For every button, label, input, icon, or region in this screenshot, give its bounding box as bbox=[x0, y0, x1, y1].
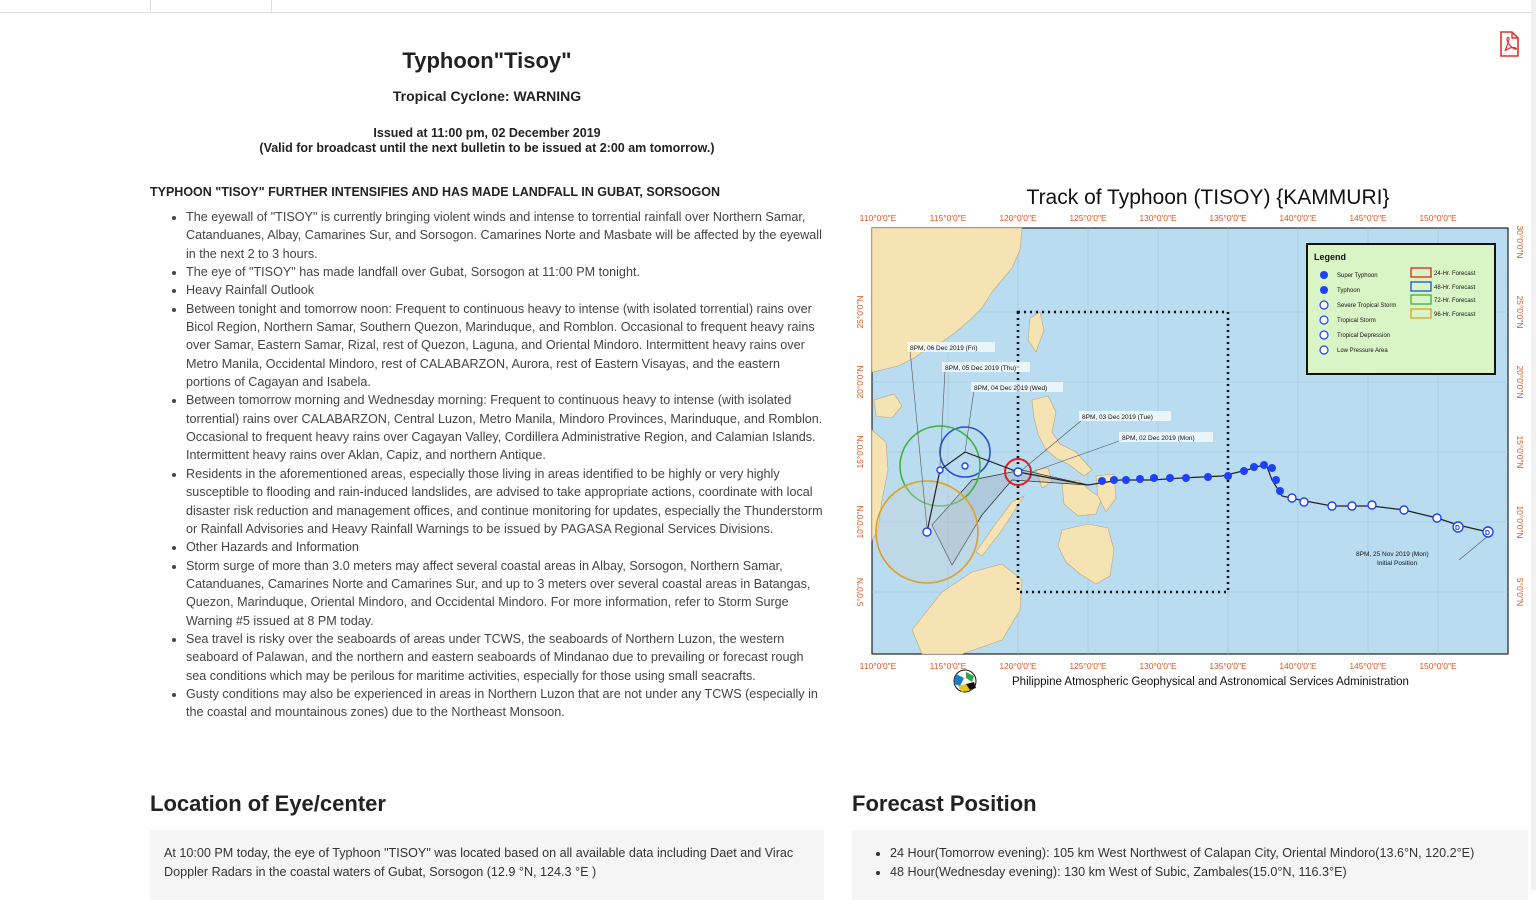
svg-text:8PM, 04 Dec 2019 (Wed): 8PM, 04 Dec 2019 (Wed) bbox=[974, 385, 1048, 392]
svg-text:150°0'0"E: 150°0'0"E bbox=[1419, 213, 1457, 223]
svg-text:D: D bbox=[1455, 525, 1461, 532]
svg-text:D: D bbox=[1485, 530, 1491, 537]
svg-text:Typhoon: Typhoon bbox=[1337, 288, 1361, 294]
svg-text:8PM, 03 Dec 2019 (Tue): 8PM, 03 Dec 2019 (Tue) bbox=[1082, 414, 1153, 421]
svg-text:96-Hr. Forecast: 96-Hr. Forecast bbox=[1434, 312, 1476, 318]
svg-text:140°0'0"E: 140°0'0"E bbox=[1279, 213, 1317, 223]
list-item: • Other Hazards and Information bbox=[186, 538, 824, 556]
list-item: • Heavy Rainfall Outlook bbox=[186, 281, 824, 299]
agency-name: Philippine Atmospheric Geophysical and Astronomical Services Administration bbox=[1012, 676, 1409, 688]
list-item: • Between tomorrow morning and Wednesday morning: Frequent to continuous heavy to intense (with isolated torrential) rains over CALABARZON, Central Luzon, Metro Manila, Mindoro Provinces, Marinduque, and Romblon. Occasional to frequent heavy rains over Cagayan Valley, Cordillera Administrative Region, and Calamian Islands. Intermittent heavy rains over Aklan, Capiz, and northern Antique. bbox=[186, 391, 824, 464]
svg-text:24-Hr. Forecast: 24-Hr. Forecast bbox=[1434, 271, 1476, 277]
list-item: • 48 Hour(Wednesday evening): 130 km West of Subic, Zambales(15.0°N, 116.3°E) bbox=[890, 863, 1514, 882]
svg-text:30°0'0"N: 30°0'0"N bbox=[1515, 225, 1525, 259]
svg-text:140°0'0"E: 140°0'0"E bbox=[1279, 661, 1317, 671]
location-text: At 10:00 PM today, the eye of Typhoon "TISOY" was located based on all available data including Daet and Virac Doppler Radars in the coastal waters of Gubat, Sorsogon (12.9 °N, 124.3 °E ) bbox=[164, 846, 794, 879]
lon-labels-bottom bbox=[860, 661, 1457, 671]
list-item: • Between tonight and tomorrow noon: Frequent to continuous heavy to intense (with isolated torrential) rains over Bicol Region, Northern Samar, Southern Quezon, Marinduque, and Romblon. Occasional to frequent heavy rains over Samar, Eastern Samar, Rizal, rest of Quezon, Laguna, and Oriental Mindoro. Intermittent heavy rains over Metro Manila, Occidental Mindoro, rest of CALABARZON, Aurora, rest of Eastern Visayas, and the eastern portions of Cagayan and Isabela. bbox=[186, 300, 824, 392]
tab-active[interactable] bbox=[150, 0, 272, 12]
map-legend bbox=[1307, 244, 1495, 374]
svg-text:15°0'0"N: 15°0'0"N bbox=[855, 435, 865, 469]
svg-text:20°0'0"N: 20°0'0"N bbox=[1515, 365, 1525, 399]
svg-text:150°0'0"E: 150°0'0"E bbox=[1419, 661, 1457, 671]
initial-position-label: Initial Position bbox=[1377, 560, 1418, 567]
page-title: Typhoon"Tisoy" bbox=[402, 48, 572, 73]
svg-text:120°0'0"E: 120°0'0"E bbox=[999, 213, 1037, 223]
list-item: • The eye of "TISOY" has made landfall over Gubat, Sorsogon at 11:00 PM tonight. bbox=[186, 263, 824, 281]
lat-labels-left bbox=[855, 295, 865, 606]
svg-text:20°0'0"N: 20°0'0"N bbox=[855, 365, 865, 399]
svg-text:8PM, 06 Dec 2019 (Fri): 8PM, 06 Dec 2019 (Fri) bbox=[910, 345, 978, 352]
pdf-icon[interactable] bbox=[1497, 31, 1521, 57]
svg-text:120°0'0"E: 120°0'0"E bbox=[999, 661, 1037, 671]
svg-text:5°0'0"N: 5°0'0"N bbox=[1515, 577, 1525, 607]
page-scrollbar[interactable] bbox=[1531, 0, 1536, 890]
svg-text:Tropical Storm: Tropical Storm bbox=[1337, 318, 1376, 324]
location-heading: Location of Eye/center bbox=[150, 791, 386, 816]
cyclone-status: Tropical Cyclone: WARNING bbox=[392, 88, 582, 104]
svg-text:25°0'0"N: 25°0'0"N bbox=[855, 295, 865, 329]
svg-text:5°0'0"N: 5°0'0"N bbox=[855, 577, 865, 607]
svg-text:115°0'0"E: 115°0'0"E bbox=[929, 213, 967, 223]
svg-text:10°0'0"N: 10°0'0"N bbox=[1515, 505, 1525, 539]
svg-text:135°0'0"E: 135°0'0"E bbox=[1209, 661, 1247, 671]
svg-text:Super Typhoon: Super Typhoon bbox=[1337, 273, 1378, 279]
svg-text:110°0'0"E: 110°0'0"E bbox=[859, 661, 897, 671]
lon-labels-top bbox=[860, 213, 1457, 223]
svg-text:Low Pressure Area: Low Pressure Area bbox=[1337, 348, 1388, 354]
svg-text:Severe Tropical Storm: Severe Tropical Storm bbox=[1337, 303, 1397, 309]
svg-text:135°0'0"E: 135°0'0"E bbox=[1209, 213, 1247, 223]
svg-text:25°0'0"N: 25°0'0"N bbox=[1515, 295, 1525, 329]
list-item: • 24 Hour(Tomorrow evening): 105 km West Northwest of Calapan City, Oriental Mindoro(13.6°N, 120.2°E) bbox=[890, 844, 1514, 863]
svg-text:72-Hr. Forecast: 72-Hr. Forecast bbox=[1434, 298, 1476, 304]
svg-text:130°0'0"E: 130°0'0"E bbox=[1139, 661, 1177, 671]
svg-text:110°0'0"E: 110°0'0"E bbox=[859, 213, 897, 223]
svg-text:145°0'0"E: 145°0'0"E bbox=[1349, 213, 1387, 223]
issued-time: Issued at 11:00 pm, 02 December 2019 bbox=[373, 126, 601, 140]
list-item: • The eyewall of "TISOY" is currently bringing violent winds and intense to torrential rainfall over Northern Samar, Catanduanes, Albay, Camarines Sur, and Sorsogon. Camarines Norte and Masbate will be affected by the eyewall in the next 2 to 3 hours. bbox=[186, 208, 824, 263]
svg-text:125°0'0"E: 125°0'0"E bbox=[1069, 661, 1107, 671]
initial-position-date: 8PM, 25 Nov 2019 (Mon) bbox=[1356, 551, 1429, 558]
list-item: • Gusty conditions may also be experienced in areas in Northern Luzon that are not under any TCWS (especially in the coastal and mountainous zones) due to the Northeast Monsoon. bbox=[186, 685, 824, 722]
svg-text:8PM, 02 Dec 2019 (Mon): 8PM, 02 Dec 2019 (Mon) bbox=[1122, 435, 1195, 442]
lat-labels-right bbox=[1515, 225, 1525, 606]
valid-note: (Valid for broadcast until the next bulletin to be issued at 2:00 am tomorrow.) bbox=[259, 141, 715, 155]
bulletin-list bbox=[150, 208, 824, 722]
svg-text:125°0'0"E: 125°0'0"E bbox=[1069, 213, 1107, 223]
svg-text:48-Hr. Forecast: 48-Hr. Forecast bbox=[1434, 285, 1476, 291]
list-item: • Storm surge of more than 3.0 meters may affect several coastal areas in Albay, Sorsogon, Northern Samar, Catanduanes, Camarines Norte and Camarines Sur, and up to 3 meters over several coastal areas in Batangas, Quezon, Marinduque, Oriental Mindoro, and Occidental Mindoro. For more information, refer to Storm Surge Warning #5 issued at 8 PM today. bbox=[186, 557, 824, 630]
svg-text:10°0'0"N: 10°0'0"N bbox=[855, 505, 865, 539]
list-item: • Residents in the aforementioned areas, especially those living in areas identified to be highly or very highly susceptible to flooding and rain-induced landslides, are advised to take appropriate actions, coordinate with local disaster risk reduction and management offices, and continue monitoring for updates, especially the Thunderstorm or Rainfall Advisories and Heavy Rainfall Warnings to be issued by PAGASA Regional Services Divisions. bbox=[186, 465, 824, 538]
svg-text:15°0'0"N: 15°0'0"N bbox=[1515, 435, 1525, 469]
bulletin-headline: TYPHOON "TISOY" FURTHER INTENSIFIES AND HAS MADE LANDFALL IN GUBAT, SORSOGON bbox=[150, 185, 720, 199]
bulletin-header bbox=[150, 48, 824, 156]
svg-text:Legend: Legend bbox=[1314, 252, 1347, 262]
track-map[interactable] bbox=[852, 180, 1528, 700]
forecast-heading: Forecast Position bbox=[852, 791, 1037, 816]
svg-text:Tropical Depression: Tropical Depression bbox=[1337, 333, 1391, 339]
svg-text:145°0'0"E: 145°0'0"E bbox=[1349, 661, 1387, 671]
svg-text:130°0'0"E: 130°0'0"E bbox=[1139, 213, 1177, 223]
pagasa-logo-icon bbox=[954, 670, 976, 692]
svg-text:8PM, 05 Dec 2019 (Thu): 8PM, 05 Dec 2019 (Thu) bbox=[945, 365, 1017, 372]
svg-text:115°0'0"E: 115°0'0"E bbox=[929, 661, 967, 671]
map-title: Track of Typhoon (TISOY) {KAMMURI} bbox=[1026, 186, 1390, 209]
tab-strip bbox=[0, 0, 1536, 13]
list-item: • Sea travel is risky over the seaboards of areas under TCWS, the seaboards of Northern Luzon, the western seaboard of Palawan, and the northern and eastern seaboards of Mindanao due to prevailing or forecast rough sea conditions which may be perilous for maritime activities, especially for those using small seacrafts. bbox=[186, 630, 824, 685]
